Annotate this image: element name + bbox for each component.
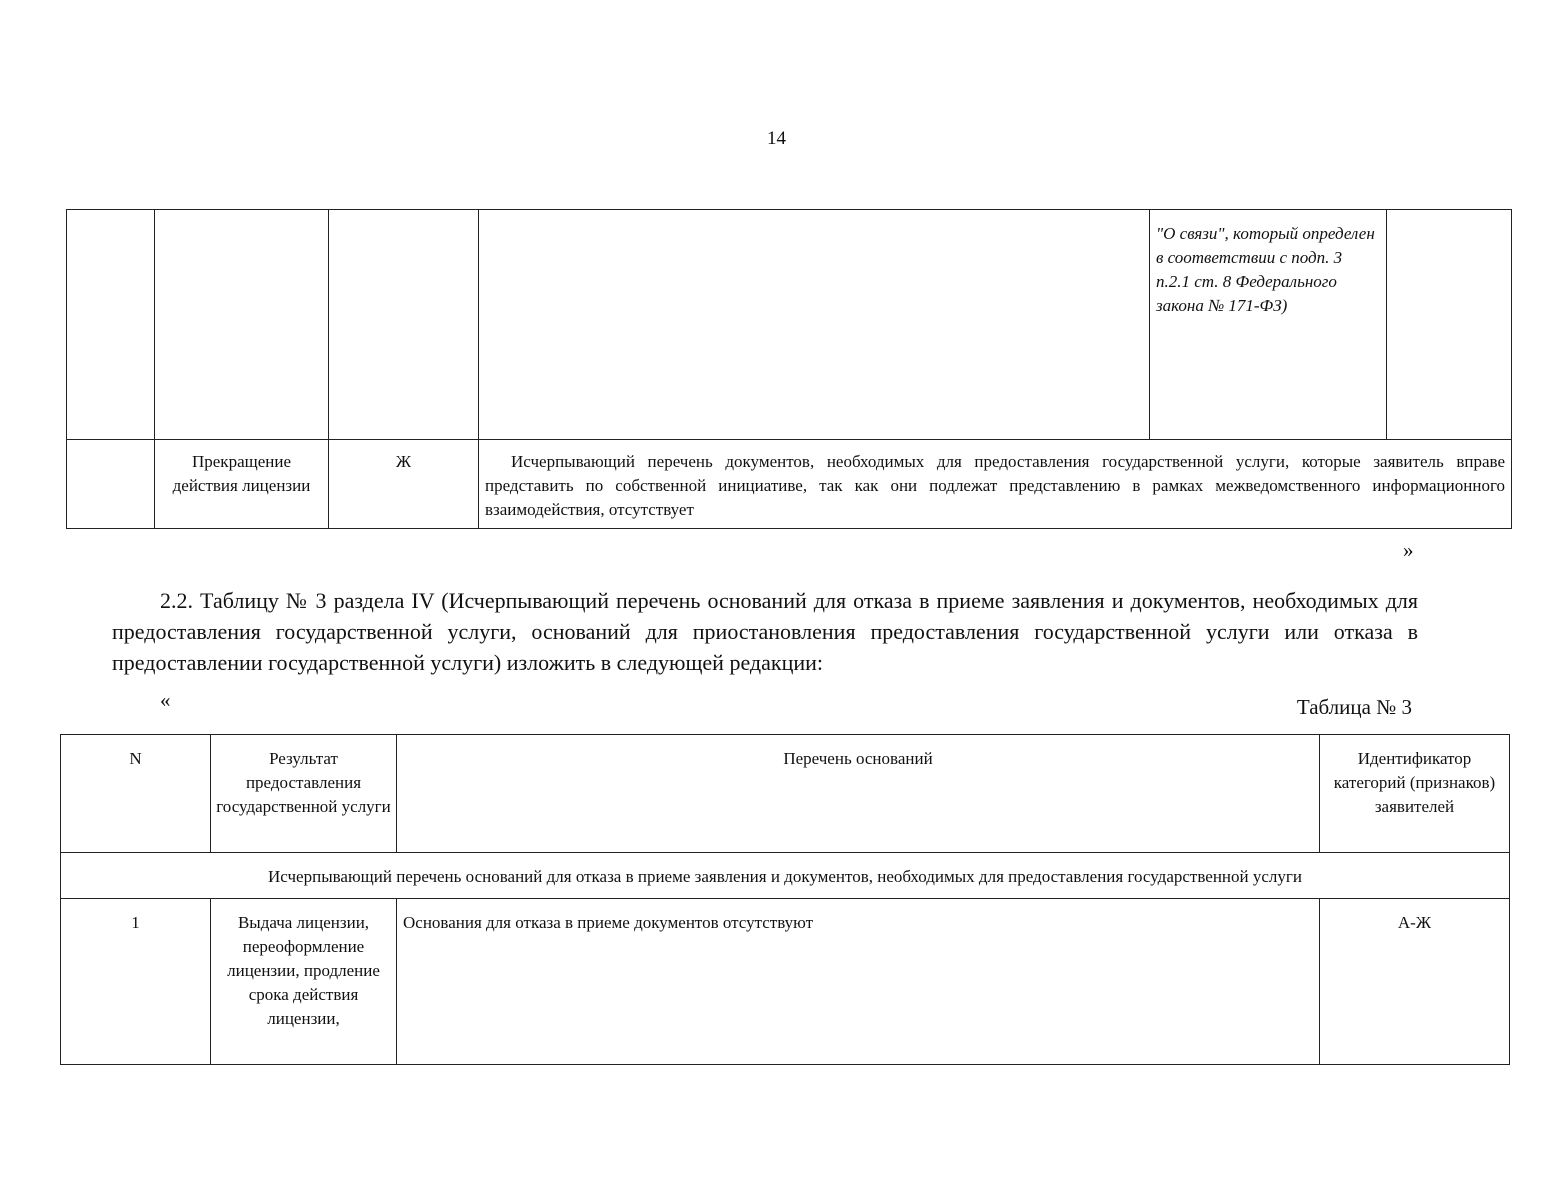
table-header-row (61, 735, 1510, 853)
header-result: Результат предоставления государственной услуги (211, 735, 397, 853)
row-grounds: Основания для отказа в приеме документов отсутствуют (397, 899, 1320, 1065)
section-title-row (61, 853, 1510, 899)
amendment-paragraph-text: 2.2. Таблицу № 3 раздела IV (Исчерпывающий перечень оснований для отказа в приеме заявления и документов, необходимых для предоставления государственной услуги, оснований для приостановления предоставления государственной услуги или отказа в предоставлении государственной услуги) изложить в следующей редакции: (112, 588, 1418, 675)
table-cell-empty (155, 210, 329, 440)
table-cell-empty (329, 210, 479, 440)
table-row (61, 899, 1510, 1065)
amendment-paragraph (112, 585, 1418, 678)
law-reference-cell: "О связи", который определен в соответствии с подп. 3 п.2.1 ст. 8 Федерального закона № 171-ФЗ) (1150, 210, 1387, 440)
header-grounds: Перечень оснований (397, 735, 1320, 853)
table-row (67, 210, 1512, 440)
closing-quote: » (1403, 538, 1414, 562)
table-cell-empty (1387, 210, 1512, 440)
table-3 (60, 734, 1510, 1065)
documents-list-text: Исчерпывающий перечень документов, необходимых для предоставления государственной услуги, которые заявитель вправе представить по собственной инициативе, так как они подлежат представлению в рамках межведомственного информационного взаимодействия, отсутствует (485, 452, 1505, 519)
row-identifier: А-Ж (1320, 899, 1510, 1065)
row-result: Выдача лицензии, переоформление лицензии, продление срока действия лицензии, (211, 899, 397, 1065)
header-identifier: Идентификатор категорий (признаков) заявителей (1320, 735, 1510, 853)
table-cell-empty (67, 440, 155, 529)
documents-list-cell (479, 440, 1512, 529)
header-n: N (61, 735, 211, 853)
page-number: 14 (767, 128, 786, 149)
table-row (67, 440, 1512, 529)
identifier-cell: Ж (329, 440, 479, 529)
row-number: 1 (61, 899, 211, 1065)
result-cell: Прекращение действия лицензии (155, 440, 329, 529)
table-cell-empty (479, 210, 1150, 440)
table-cell-empty (67, 210, 155, 440)
opening-quote: « (160, 688, 171, 712)
continued-table (66, 209, 1512, 529)
section-title: Исчерпывающий перечень оснований для отказа в приеме заявления и документов, необходимых для предоставления государственной услуги (61, 853, 1510, 899)
table-caption: Таблица № 3 (1296, 695, 1412, 719)
